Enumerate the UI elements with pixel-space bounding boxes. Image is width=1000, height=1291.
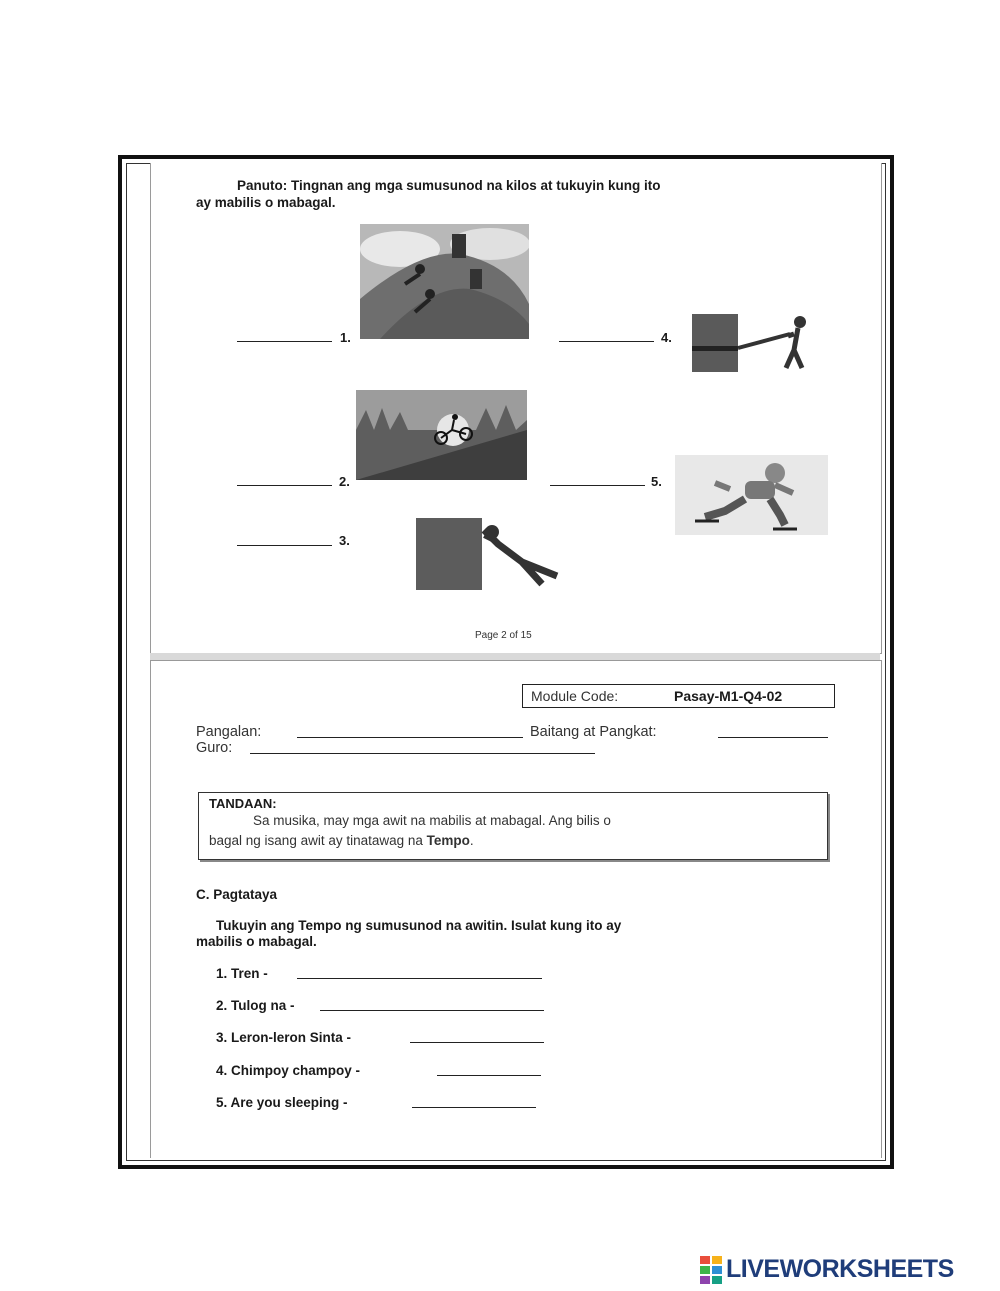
pushing-box-image: [412, 514, 580, 594]
question-3: 3. Leron-leron Sinta -: [216, 1030, 352, 1045]
tandaan-line-1: Sa musika, may mga awit na mabilis at mabagal. Ang bilis o: [253, 813, 611, 828]
question-2: 2. Tulog na -: [216, 998, 295, 1013]
tandaan-box: [198, 792, 828, 860]
section-title: C. Pagtataya: [196, 887, 278, 902]
page-separator: [150, 653, 880, 660]
answer-blank-5[interactable]: [550, 485, 645, 486]
question-1: 1. Tren -: [216, 966, 268, 981]
item-number-1: 1.: [340, 330, 351, 345]
grade-section-field[interactable]: [718, 737, 828, 738]
page-footer: Page 2 of 15: [475, 630, 532, 641]
answer-blank-4[interactable]: [559, 341, 654, 342]
grade-section-label: Baitang at Pangkat:: [530, 724, 657, 740]
item-number-2: 2.: [339, 474, 350, 489]
logo-text: LIVEWORKSHEETS: [726, 1255, 954, 1283]
item-number-5: 5.: [651, 474, 662, 489]
question-3-blank[interactable]: [410, 1042, 544, 1043]
teacher-field[interactable]: [250, 753, 595, 754]
question-1-blank[interactable]: [297, 978, 542, 979]
item-number-3: 3.: [339, 533, 350, 548]
instructions-line-1: Tukuyin ang Tempo ng sumusunod na awitin. Isulat kung ito ay: [216, 918, 622, 933]
teacher-label: Guro:: [196, 740, 233, 756]
question-5-blank[interactable]: [412, 1107, 536, 1108]
bicycle-rider-image: [356, 390, 527, 480]
question-4-blank[interactable]: [437, 1075, 541, 1076]
pulling-box-image: [690, 310, 820, 375]
question-4: 4. Chimpoy champoy -: [216, 1063, 361, 1078]
module-code-box: [522, 684, 835, 708]
logo-blocks-icon: [700, 1256, 724, 1284]
mountain-climbers-image: [360, 224, 529, 339]
directions-line-1: Panuto: Tingnan ang mga sumusunod na kilos at tukuyin kung ito: [237, 178, 661, 193]
name-label: Pangalan:: [196, 724, 262, 740]
answer-blank-1[interactable]: [237, 341, 332, 342]
question-5: 5. Are you sleeping -: [216, 1095, 348, 1110]
directions-line-2: ay mabilis o mabagal.: [196, 195, 336, 210]
item-number-4: 4.: [661, 330, 672, 345]
instructions-line-2: mabilis o mabagal.: [196, 934, 317, 949]
tandaan-line-2: bagal ng isang awit ay tinatawag na Tempo.: [209, 833, 474, 848]
module-code-value: Pasay-M1-Q4-02: [674, 688, 783, 704]
answer-blank-3[interactable]: [237, 545, 332, 546]
answer-blank-2[interactable]: [237, 485, 332, 486]
question-2-blank[interactable]: [320, 1010, 544, 1011]
tandaan-title: TANDAAN:: [209, 796, 277, 811]
name-field[interactable]: [297, 737, 523, 738]
module-code-label: Module Code:: [531, 688, 619, 704]
roller-skater-image: [675, 455, 828, 535]
